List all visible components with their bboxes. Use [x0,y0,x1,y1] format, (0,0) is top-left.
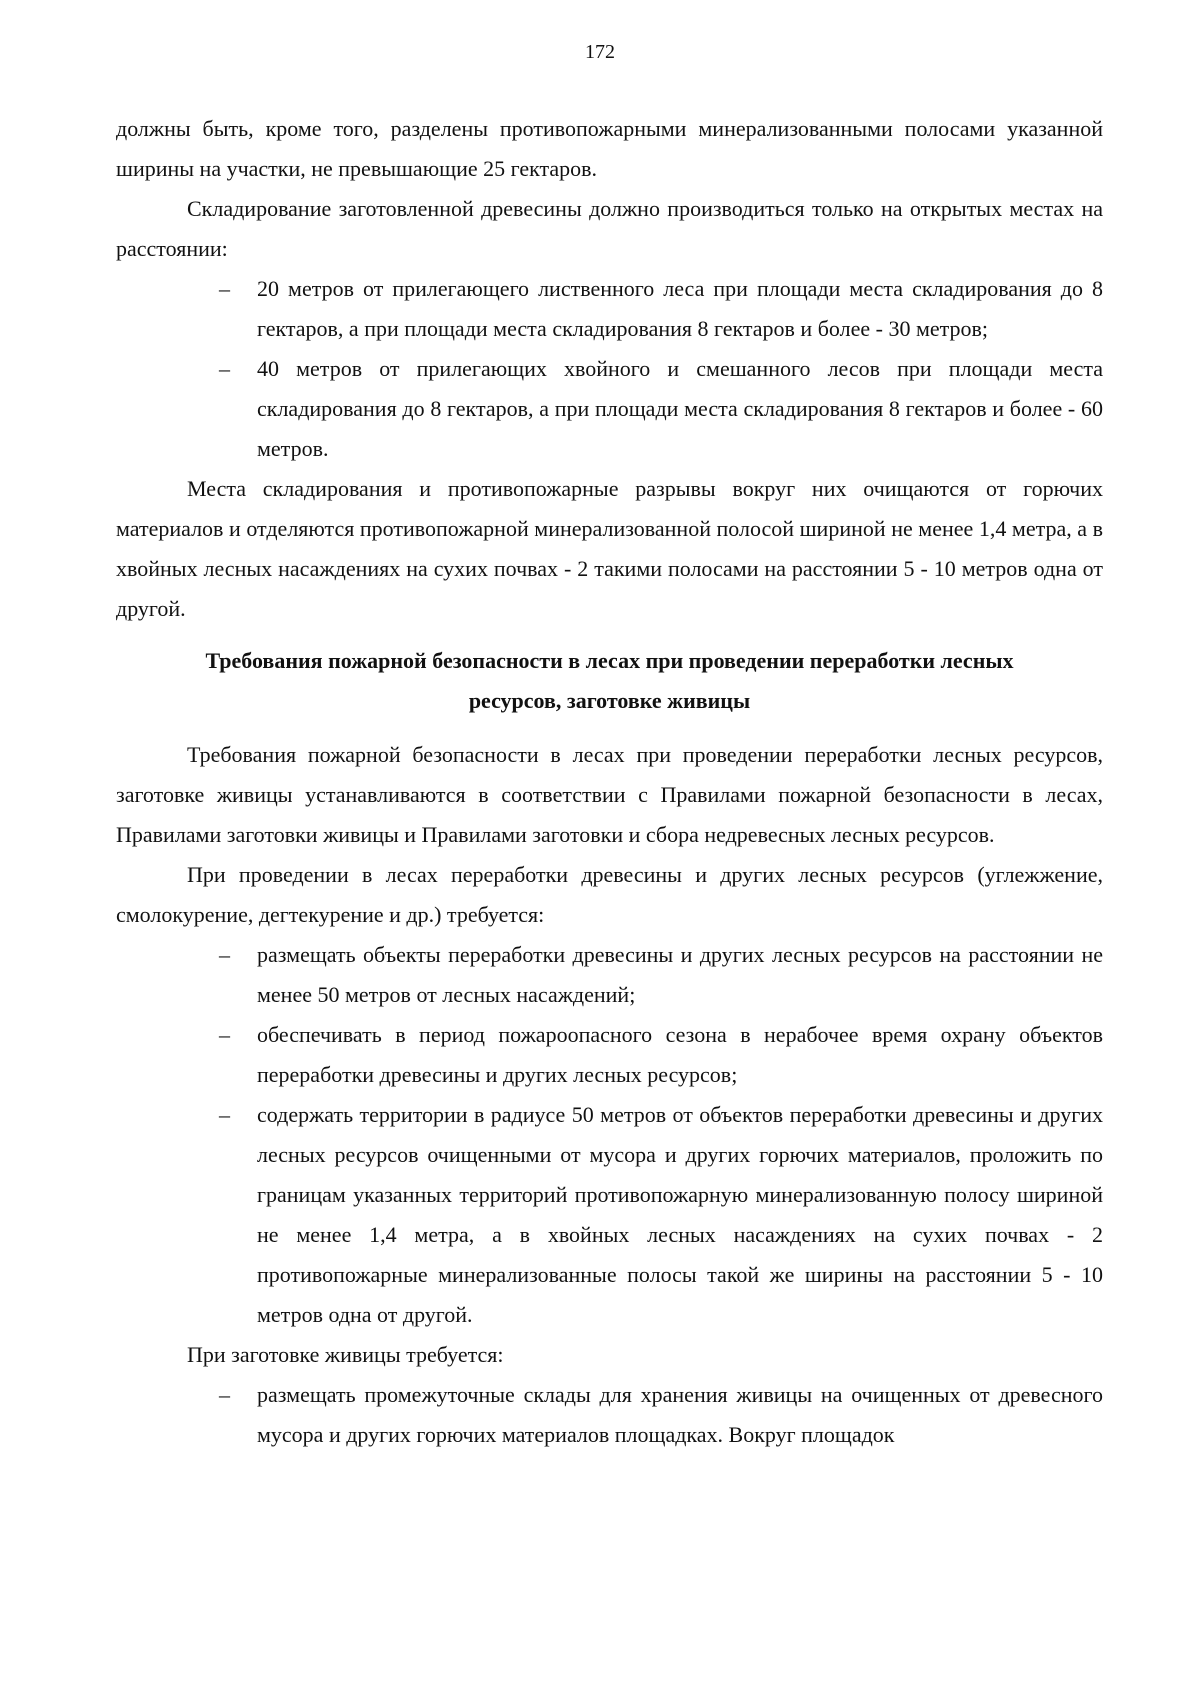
list-item: – размещать промежуточные склады для хранения живицы на очищенных от древесного мусора и других горючих материалов площадках. Вокруг площадок [257,1375,1103,1455]
list-item: – содержать территории в радиусе 50 метров от объектов переработки древесины и других лесных ресурсов очищенными от мусора и других горючих материалов, проложить по границам указанных территорий противопожарную минерализованную полосу шириной не менее 1,4 метра, а в хвойных лесных насаждениях на сухих почвах - 2 противопожарные минерализованные полосы такой же ширины на расстоянии 5 - 10 метров одна от другой. [257,1095,1103,1335]
list-item: – 20 метров от прилегающего лиственного леса при площади места складирования до 8 гектаров, а при площади места складирования 8 гектаров и более - 30 метров; [257,269,1103,349]
storage-distance-list [116,269,1103,469]
page-body [116,109,1103,1455]
paragraph-requirements: Требования пожарной безопасности в лесах при проведении переработки лесных ресурсов, заготовке живицы устанавливаются в соответствии с Правилами пожарной безопасности в лесах, Правилами заготовки живицы и Правилами заготовки и сбора недревесных лесных ресурсов. [116,742,1103,847]
paragraph-processing-intro: При проведении в лесах переработки древесины и других лесных ресурсов (углежжение, смолокурение, дегтекурение и др.) требуется: [116,862,1103,927]
list-item: – размещать объекты переработки древесины и других лесных ресурсов на расстоянии не менее 50 метров от лесных насаждений; [257,935,1103,1015]
list-item: – 40 метров от прилегающих хвойного и смешанного лесов при площади места складирования до 8 гектаров, а при площади места складирования 8 гектаров и более - 60 метров. [257,349,1103,469]
paragraph-continuation: должны быть, кроме того, разделены противопожарными минерализованными полосами указанной ширины на участки, не превышающие 25 гектаров. [116,116,1103,181]
paragraph-storage-intro: Складирование заготовленной древесины должно производиться только на открытых местах на расстоянии: [116,196,1103,261]
list-item: – обеспечивать в период пожароопасного сезона в нерабочее время охрану объектов переработки древесины и других лесных ресурсов; [257,1015,1103,1095]
paragraph-storage-clearing: Места складирования и противопожарные разрывы вокруг них очищаются от горючих материалов и отделяются противопожарной минерализованной полосой шириной не менее 1,4 метра, а в хвойных лесных насаждениях на сухих почвах - 2 такими полосами на расстоянии 5 - 10 метров одна от другой. [116,476,1103,621]
resin-requirements-list [116,1375,1103,1455]
processing-requirements-list [116,935,1103,1335]
section-heading: Требования пожарной безопасности в лесах при проведении переработки лесных ресурсов, заготовке живицы [205,648,1014,713]
paragraph-resin-intro: При заготовке живицы требуется: [187,1342,504,1367]
page-number: 172 [585,41,615,63]
